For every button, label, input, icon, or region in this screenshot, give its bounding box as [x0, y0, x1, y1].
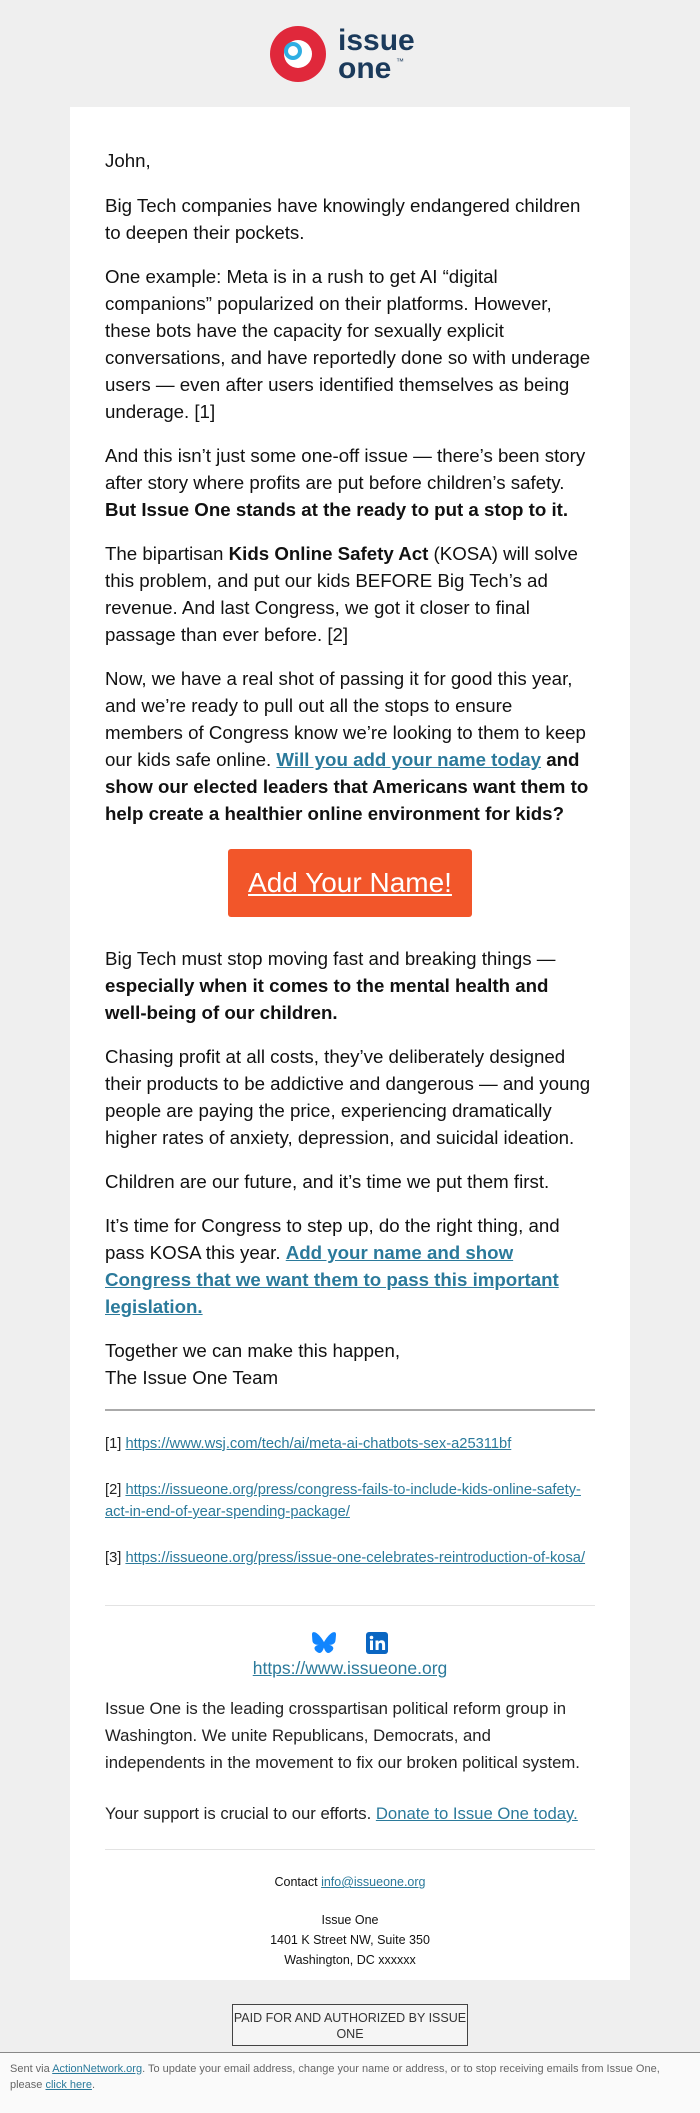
about-text: Issue One is the leading crosspartisan political reform group in Washington. We unite Republicans, Democrats, and independents in the movement to fix our broken political system. — [105, 1699, 580, 1772]
footnote-2: [2] https://issueone.org/press/congress-fails-to-include-kids-online-safety-act-in-end-of-year-spending-package/ — [105, 1482, 581, 1520]
signature — [105, 1337, 595, 1391]
bluesky-icon[interactable] — [312, 1632, 336, 1654]
paragraph-7: Chasing profit at all costs, they’ve deliberately designed their products to be addictive and dangerous — and young people are paying the price, experiencing dramatically higher rates of anxiety, depression, and suicidal ideation. — [105, 1046, 591, 1148]
sign-line-2: The Issue One Team — [105, 1367, 279, 1388]
paragraph-4: The bipartisan Kids Online Safety Act (KOSA) will solve this problem, and put our kids BEFORE Big Tech’s ad revenue. And last Congress, we got it closer to final passage than ever before. [2] — [105, 543, 578, 645]
linkedin-icon[interactable] — [366, 1632, 388, 1654]
address-line-2: Washington, DC xxxxxx — [284, 1953, 416, 1967]
website-link[interactable]: https://www.issueone.org — [252, 1658, 448, 1678]
issue-one-logo — [262, 18, 442, 90]
paragraph-6: Big Tech must stop moving fast and breaking things — especially when it comes to the mental health and well-being of our children. — [105, 948, 556, 1023]
org-name: Issue One — [321, 1913, 379, 1927]
paragraph-3: And this isn’t just some one-off issue — there’s been story after story where profits are put before children’s safety. But Issue One stands at the ready to put a stop to it. — [105, 445, 586, 520]
svg-text:™: ™ — [396, 57, 404, 66]
address-block — [105, 1910, 595, 1970]
footnote-3: [3] https://issueone.org/press/issue-one-celebrates-reintroduction-of-kosa/ — [105, 1550, 586, 1566]
paragraph-9: It’s time for Congress to step up, do the right thing, and pass KOSA this year. Add your name and show Congress that we want them to pass this important legislation. — [105, 1215, 560, 1317]
divider-2 — [105, 1605, 595, 1606]
social-links — [105, 1632, 595, 1656]
support-text: Your support is crucial to our efforts. Donate to Issue One today. — [105, 1804, 578, 1823]
greeting: John, — [105, 150, 151, 171]
sign-line-1: Together we can make this happen, — [105, 1340, 401, 1361]
unsubscribe-link[interactable]: click here — [45, 2079, 92, 2091]
email-content — [105, 147, 595, 1970]
contact-email-link[interactable]: info@issueone.org — [321, 1875, 426, 1889]
footnote-3-link[interactable]: https://issueone.org/press/issue-one-celebrates-reintroduction-of-kosa/ — [125, 1550, 586, 1566]
add-name-congress-link[interactable]: Add your name and show Congress that we want them to pass this important legislation. — [105, 1242, 559, 1317]
cta-container — [105, 849, 595, 917]
footnote-1: [1] https://www.wsj.com/tech/ai/meta-ai-chatbots-sex-a25311bf — [105, 1436, 512, 1452]
paragraph-2: One example: Meta is in a rush to get AI “digital companions” popularized on their platforms. However, these bots have the capacity for sexually explicit conversations, and have reportedly done so with underage users — even after users identified themselves as being underage. [1] — [105, 266, 591, 422]
add-name-inline-link[interactable]: Will you add your name today — [276, 749, 542, 770]
action-network-link[interactable]: ActionNetwork.org — [52, 2063, 143, 2075]
svg-text:one: one — [338, 52, 392, 85]
paragraph-8: Children are our future, and it’s time we put them first. — [105, 1171, 550, 1192]
footnote-1-link[interactable]: https://www.wsj.com/tech/ai/meta-ai-chatbots-sex-a25311bf — [125, 1436, 512, 1452]
paid-for-box: PAID FOR AND AUTHORIZED BY ISSUE ONE — [232, 2004, 468, 2046]
email-header — [0, 0, 700, 107]
email-card — [70, 107, 630, 1980]
paragraph-5: Now, we have a real shot of passing it for good this year, and we’re ready to pull out all the stops to ensure members of Congress know we’re looking to them to keep our kids safe online. Will you add your name today and show our elected leaders that Americans want them to help create a healthier online environment for kids? — [105, 668, 589, 824]
divider — [105, 1409, 595, 1411]
contact-line: Contact info@issueone.org — [274, 1875, 426, 1889]
website-line — [105, 1658, 595, 1679]
footnote-2-link[interactable]: https://issueone.org/press/congress-fails-to-include-kids-online-safety-act-in-end-of-year-spending-package/ — [105, 1482, 581, 1520]
address-line-1: 1401 K Street NW, Suite 350 — [270, 1933, 430, 1947]
add-your-name-button[interactable]: Add Your Name! — [228, 849, 472, 917]
paragraph-1: Big Tech companies have knowingly endangered children to deepen their pockets. — [105, 195, 581, 243]
donate-link[interactable]: Donate to Issue One today. — [375, 1804, 578, 1823]
svg-text:issue: issue — [338, 24, 415, 57]
divider-3 — [105, 1849, 595, 1850]
footer-bar: Sent via ActionNetwork.org. To update your email address, change your name or address, or to stop receiving emails from Issue One, please click here. — [0, 2052, 700, 2113]
